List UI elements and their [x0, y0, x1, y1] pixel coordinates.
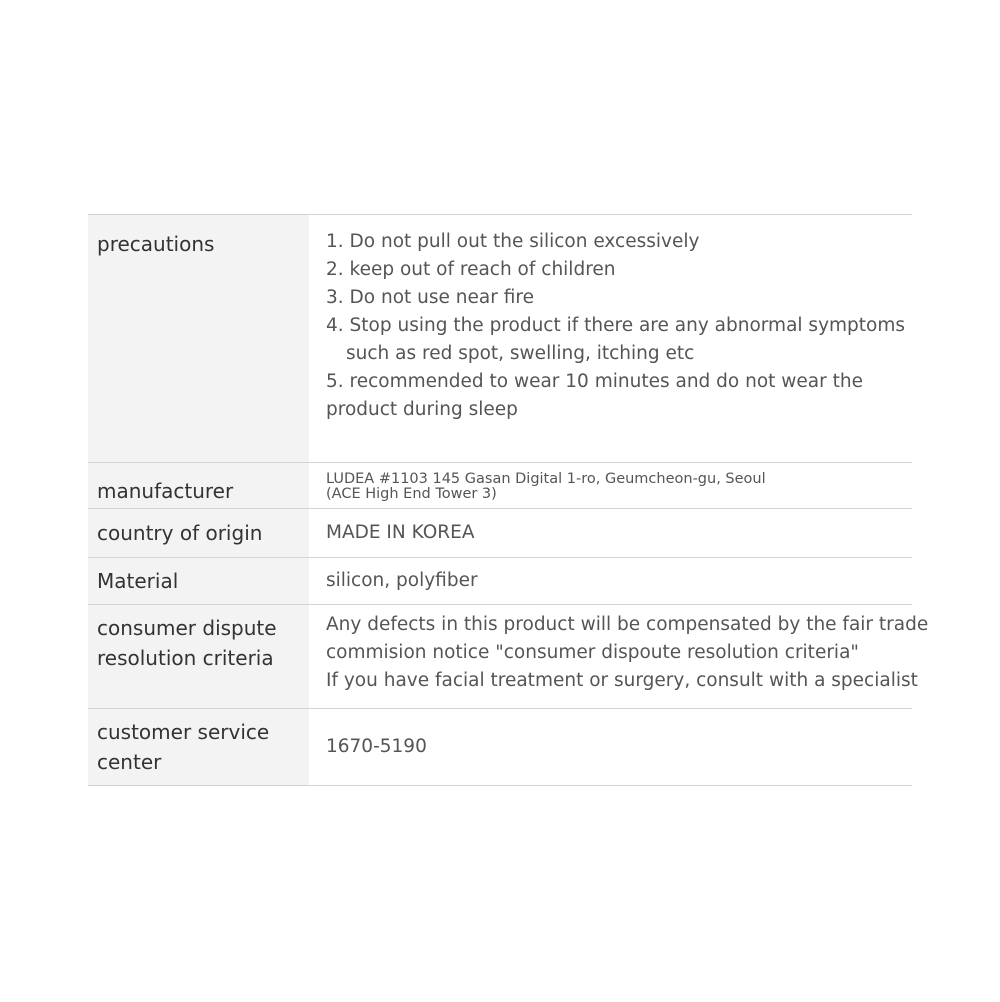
customer-service-label-line-1: customer service: [97, 720, 270, 744]
country-of-origin-label: country of origin: [97, 521, 263, 545]
consumer-dispute-text-line-3: If you have facial treatment or surgery, consult with a specialist: [326, 670, 918, 691]
precaution-item-5-continued: product during sleep: [326, 399, 518, 420]
product-info-table: [88, 214, 929, 786]
customer-service-label-line-2: center: [97, 750, 162, 774]
row-value-material: [309, 558, 912, 604]
row-value-precautions: [309, 215, 915, 462]
material-label: Material: [97, 569, 179, 593]
precaution-item-1: 1. Do not pull out the silicon excessively: [326, 231, 700, 252]
table-row-material: [88, 558, 912, 605]
consumer-dispute-text-line-2: commision notice "consumer dispoute resolution criteria": [326, 642, 859, 663]
consumer-dispute-label-line-1: consumer dispute: [97, 616, 277, 640]
row-label-consumer-dispute: [88, 605, 309, 708]
country-of-origin-value: MADE IN KOREA: [326, 522, 475, 543]
precaution-item-3: 3. Do not use near fire: [326, 287, 534, 308]
consumer-dispute-text-line-1: Any defects in this product will be compensated by the fair trade: [326, 614, 929, 635]
row-label-manufacturer: [88, 463, 309, 508]
precaution-item-2: 2. keep out of reach of children: [326, 259, 616, 280]
precaution-item-4: 4. Stop using the product if there are any abnormal symptoms: [326, 315, 906, 336]
table-row-manufacturer: [88, 463, 912, 509]
manufacturer-label: manufacturer: [97, 478, 234, 503]
precautions-label: precautions: [97, 232, 215, 256]
table-row-consumer-dispute: [88, 605, 929, 709]
manufacturer-address-line-1: LUDEA #1103 145 Gasan Digital 1-ro, Geumcheon-gu, Seoul: [326, 470, 766, 487]
table-row-customer-service: [88, 709, 912, 786]
row-label-country-of-origin: [88, 509, 309, 557]
precaution-item-5: 5. recommended to wear 10 minutes and do not wear the: [326, 371, 863, 392]
precaution-item-4-continued: such as red spot, swelling, itching etc: [346, 343, 695, 364]
manufacturer-address-line-2: (ACE High End Tower 3): [326, 485, 497, 502]
row-label-material: [88, 558, 309, 604]
table-row-precautions: [88, 215, 912, 463]
row-value-country-of-origin: [309, 509, 912, 557]
row-value-manufacturer: [309, 463, 912, 508]
row-value-consumer-dispute: [309, 605, 938, 708]
table-row-country-of-origin: [88, 509, 912, 558]
consumer-dispute-label-line-2: resolution criteria: [97, 646, 274, 670]
material-value: silicon, polyfiber: [326, 570, 478, 591]
customer-service-phone: 1670-5190: [326, 736, 427, 757]
row-value-customer-service: [309, 709, 912, 785]
row-label-precautions: [88, 215, 309, 462]
row-label-customer-service: [88, 709, 309, 785]
